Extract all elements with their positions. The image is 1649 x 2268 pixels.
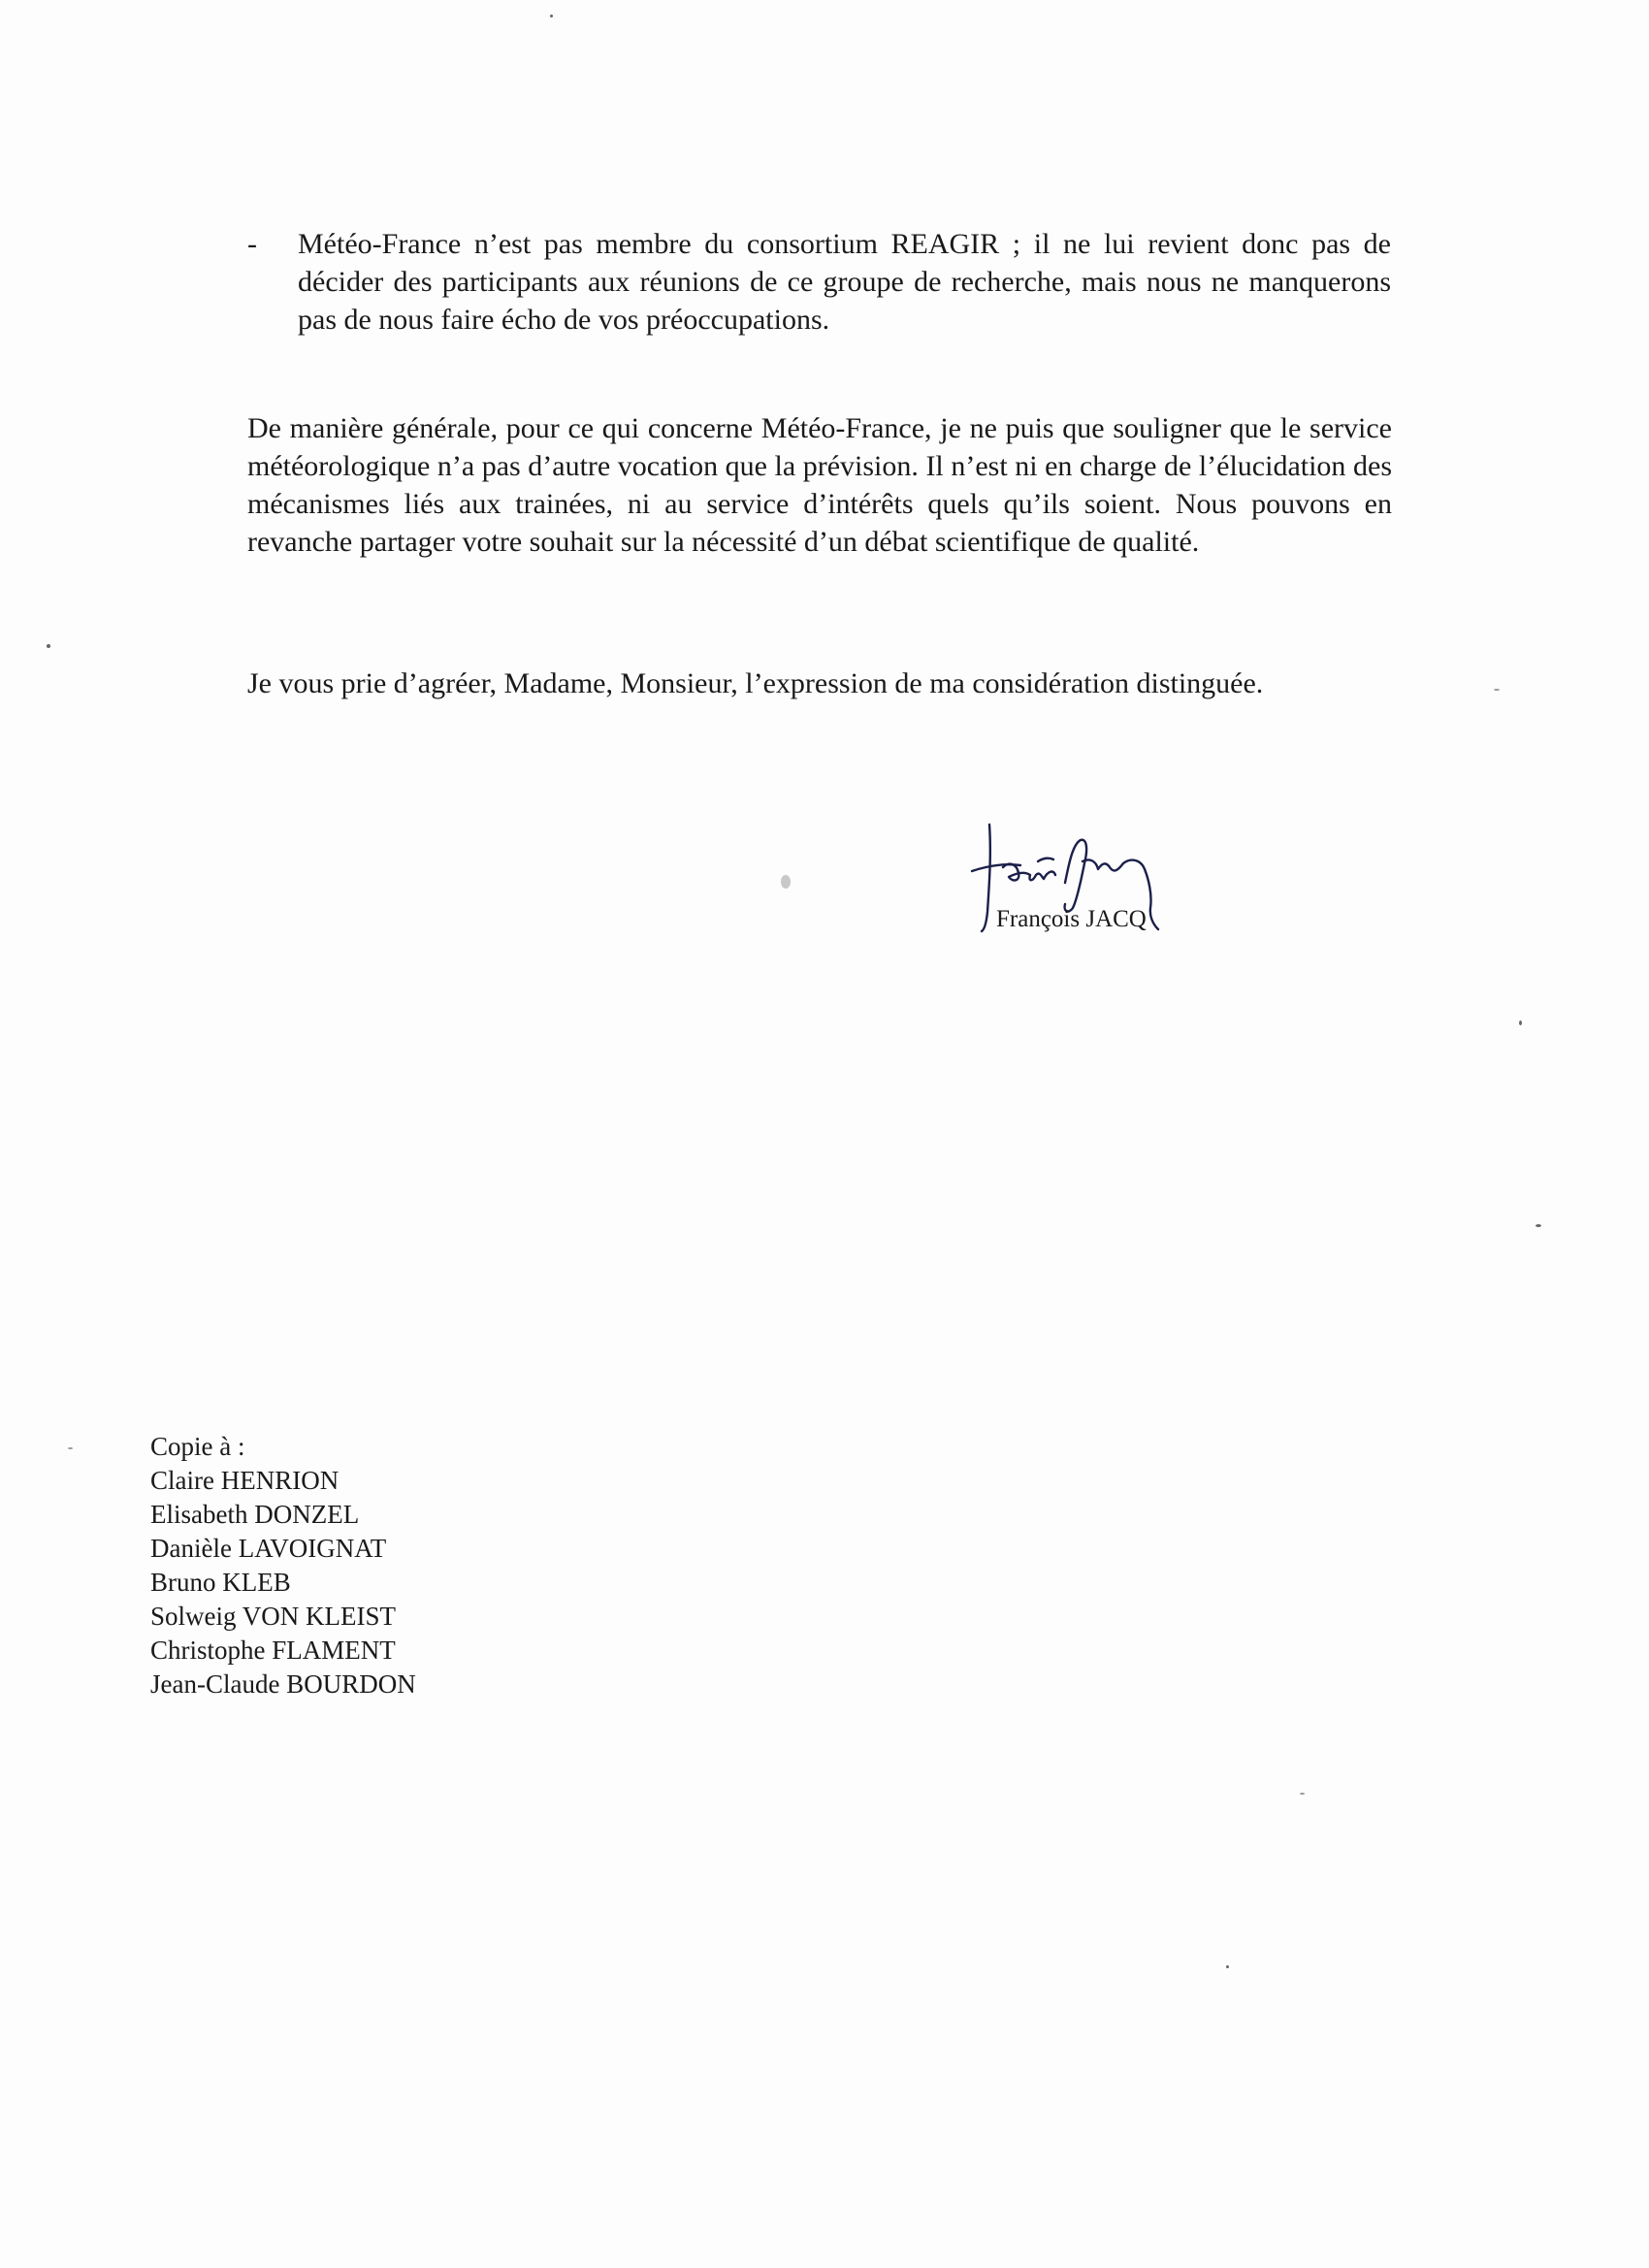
scan-speck <box>1536 1224 1541 1227</box>
signer-name: François JACQ <box>996 906 1147 932</box>
scan-speck <box>47 644 50 648</box>
scan-speck <box>1494 689 1500 691</box>
list-item: Bruno KLEB <box>150 1568 291 1597</box>
copy-recipients <box>150 1430 416 1701</box>
scan-speck <box>68 1447 73 1449</box>
list-item: Christophe FLAMENT <box>150 1636 396 1665</box>
scan-speck <box>1519 1021 1522 1025</box>
bullet-marker: - <box>247 228 257 260</box>
scan-speck <box>550 15 553 17</box>
closing-formula: Je vous prie d’agréer, Madame, Monsieur, l’expression de ma considération distinguée. <box>247 667 1264 699</box>
copies-heading: Copie à : <box>150 1432 245 1461</box>
list-item: Jean-Claude BOURDON <box>150 1669 416 1699</box>
body-paragraph: De manière générale, pour ce qui concerne Météo-France, je ne puis que souligner que le service météorologique n’a pas d’autre vocation que la prévision. Il n’est ni en charge de l’élucidation des mécanismes liés aux trainées, ni au service d’intérêts quels qu’ils soient. Nous pouvons en revanche partager votre souhait sur la nécessité d’un débat scientifique de qualité. <box>247 412 1392 558</box>
list-item: Claire HENRION <box>150 1466 340 1495</box>
list-item: Elisabeth DONZEL <box>150 1500 360 1529</box>
scan-speck <box>1300 1793 1305 1795</box>
list-item: Danièle LAVOIGNAT <box>150 1534 387 1563</box>
list-item: Solweig VON KLEIST <box>150 1602 396 1631</box>
scan-speck <box>781 875 791 889</box>
bullet-text: Météo-France n’est pas membre du consortium REAGIR ; il ne lui revient donc pas de décider des participants aux réunions de ce groupe de recherche, mais nous ne manquerons pas de nous faire écho de vos préoccupations. <box>298 228 1391 336</box>
scan-speck <box>1226 1965 1229 1968</box>
